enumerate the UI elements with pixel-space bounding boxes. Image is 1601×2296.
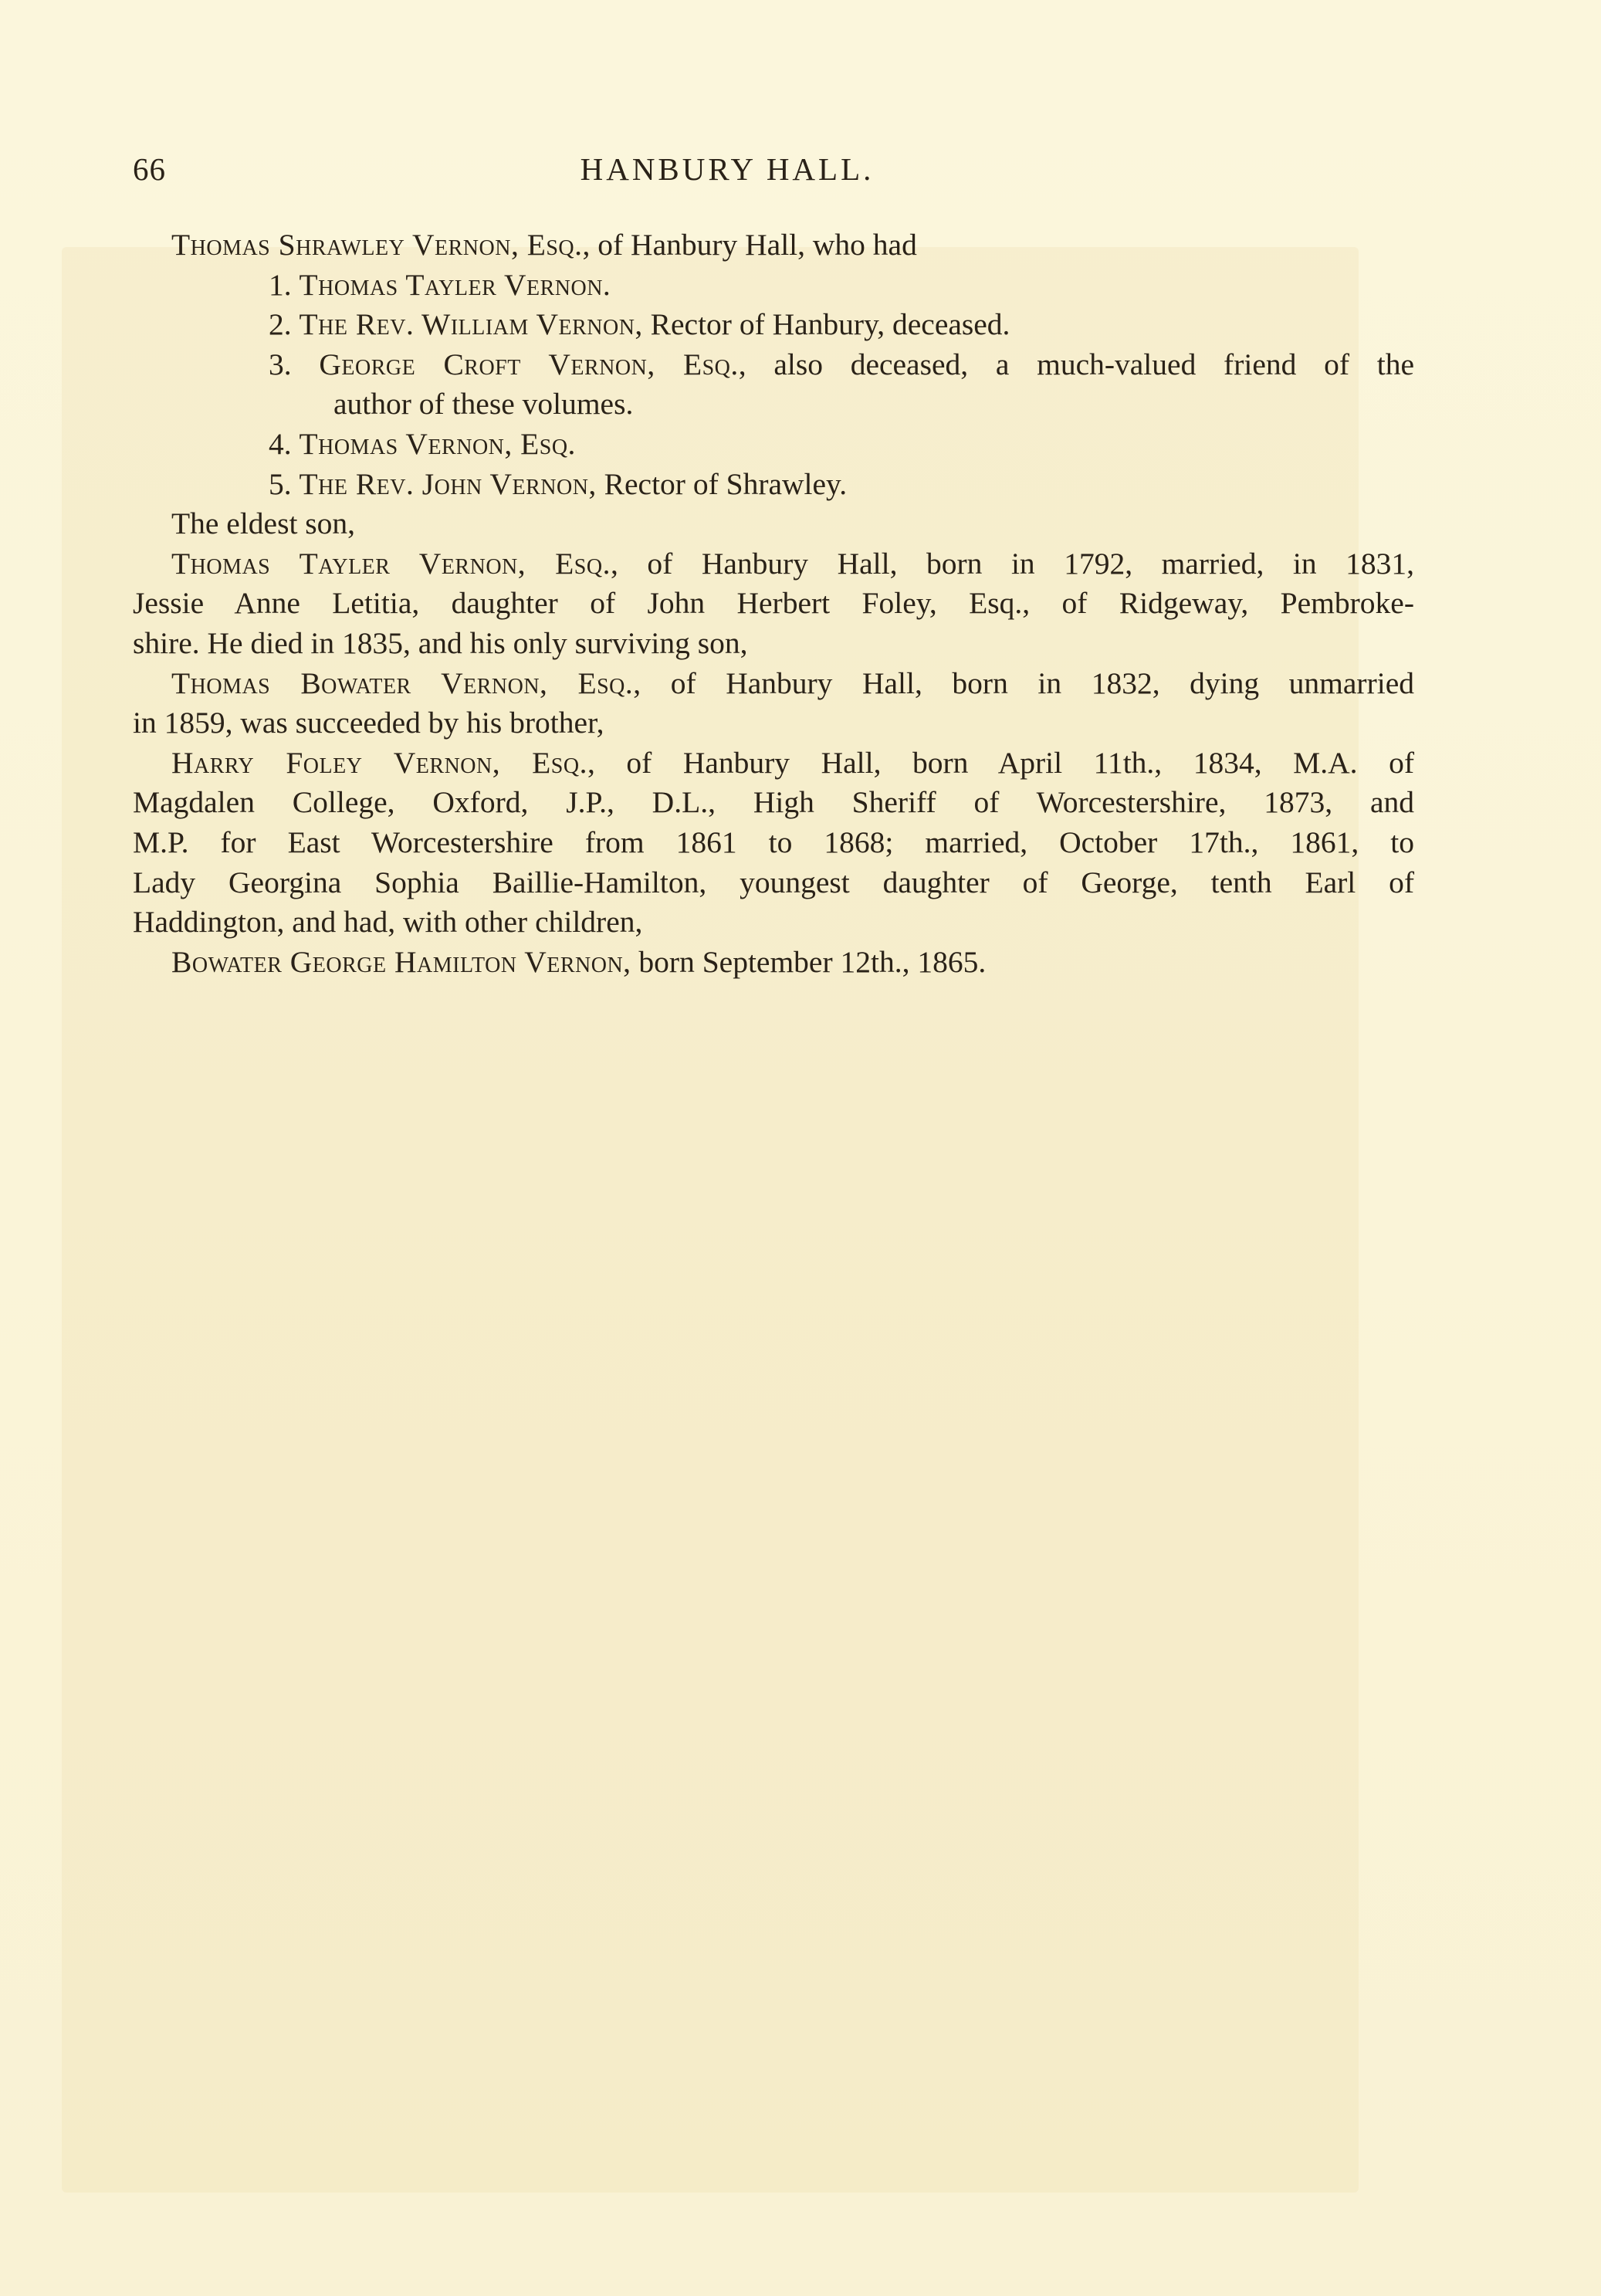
text-run: born September 12th., 1865. <box>631 944 987 979</box>
text-line <box>133 943 1414 983</box>
text-run: Rector of Shrawley. <box>596 466 848 501</box>
text-line <box>133 743 1414 784</box>
text-run: The eldest son, <box>171 506 356 541</box>
running-head <box>133 151 1322 197</box>
list-item <box>133 266 1414 306</box>
text-line <box>133 544 1414 584</box>
text-line <box>133 823 1414 863</box>
text-run: , of Hanbury Hall, born April 11th., 1834, M.A. of <box>587 745 1414 780</box>
list-number: 4. <box>269 426 292 461</box>
body-text <box>133 225 1414 982</box>
list-number: 1. <box>269 267 292 302</box>
text-run: , of Hanbury Hall, born in 1832, dying unmarried <box>633 665 1414 700</box>
name-small-caps: The Rev. William Vernon, <box>299 307 643 342</box>
list-item <box>133 345 1414 385</box>
name-small-caps: Thomas Bowater Vernon, Esq. <box>171 665 634 700</box>
text-run: , of Hanbury Hall, born in 1792, married, in 1831, <box>610 546 1415 581</box>
text-line <box>133 504 1414 544</box>
text-run: Magdalen College, Oxford, J.P., D.L., High Sheriff of Worcestershire, 1873, and <box>133 785 1414 820</box>
text-line <box>133 664 1414 704</box>
text-run: author of these volumes. <box>333 387 634 422</box>
name-small-caps: Thomas Tayler Vernon. <box>299 267 611 302</box>
name-small-caps: Bowater George Hamilton Vernon, <box>171 944 631 979</box>
text-run: Lady Georgina Sophia Baillie-Hamilton, youngest daughter of George, tenth Earl of <box>133 865 1414 899</box>
text-run: shire. He died in 1835, and his only surviving son, <box>133 625 748 660</box>
text-line <box>133 624 1414 664</box>
name-small-caps: Thomas Vernon, Esq. <box>299 426 576 461</box>
list-number: 2. <box>269 307 292 342</box>
list-item-continuation <box>133 384 1414 425</box>
text-run: M.P. for East Worcestershire from 1861 to 1868; married, October 17th., 1861, to <box>133 825 1414 859</box>
text-line <box>133 584 1414 624</box>
text-run: in 1859, was succeeded by his brother, <box>133 706 604 740</box>
text-run: , also deceased, a much-valued friend of the <box>738 347 1414 381</box>
text-run: Haddington, and had, with other children, <box>133 905 643 940</box>
text-line <box>133 863 1414 903</box>
name-small-caps: Harry Foley Vernon, Esq. <box>171 745 587 780</box>
name-small-caps: The Rev. John Vernon, <box>299 466 597 501</box>
text-run: Jessie Anne Letitia, daughter of John Herbert Foley, Esq., of Ridgeway, Pembroke- <box>133 586 1414 621</box>
running-title: HANBURY HALL. <box>580 151 875 187</box>
name-small-caps: George Croft Vernon, Esq. <box>319 347 739 381</box>
text-line <box>133 225 1213 266</box>
text-line <box>133 902 1414 943</box>
list-item <box>133 305 1414 345</box>
name-small-caps: Thomas Shrawley Vernon, Esq. <box>171 228 583 262</box>
name-small-caps: Thomas Tayler Vernon, Esq. <box>171 546 611 581</box>
page-number: 66 <box>133 151 166 187</box>
list-item <box>133 425 1414 465</box>
text-line <box>133 783 1414 823</box>
list-item <box>133 465 1414 505</box>
list-number: 5. <box>269 466 292 501</box>
text-run: Rector of Hanbury, deceased. <box>642 307 1010 342</box>
text-line <box>133 703 1414 743</box>
text-run: , of Hanbury Hall, who had <box>582 228 917 262</box>
list-number: 3. <box>269 347 292 381</box>
